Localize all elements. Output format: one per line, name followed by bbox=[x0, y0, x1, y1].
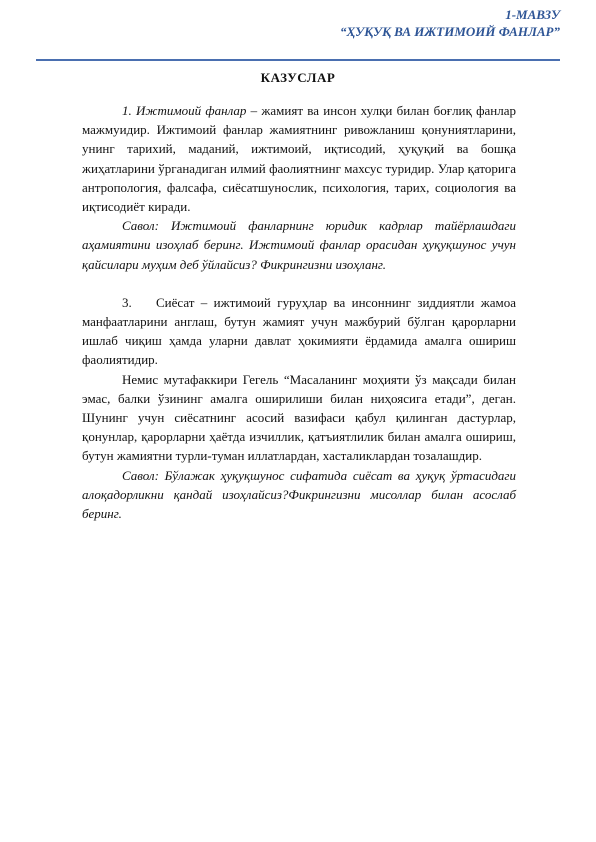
case-3-paragraph bbox=[82, 293, 516, 370]
case-1-question: Савол: Ижтимоий фанларнинг юридик кадрлар тайёрлашдаги аҳамиятини изоҳлаб беринг. Ижтимоий фанлар орасидан ҳуқуқшунос учун қайсилари муҳим деб ўйлайсиз? Фикрингизни изоҳланг. bbox=[82, 218, 516, 272]
header-divider bbox=[36, 59, 560, 61]
case-3-number: 3. bbox=[122, 294, 132, 310]
topic-number: 1-МАВЗУ bbox=[505, 7, 560, 22]
paragraph-spacer bbox=[82, 274, 516, 293]
section-title: КАЗУСЛАР bbox=[260, 70, 336, 85]
case-1-lead: 1. Ижтимоий фанлар bbox=[122, 103, 247, 118]
case-3-paragraph-2: Немис мутафаккири Гегель “Масаланинг моҳияти ўз мақсади билан эмас, балки ўзининг амалга оширилиши билан ниҳоясига етади”, деган. Шунинг учун сиёсатнинг асосий вазифаси қабул қилинган дастурлар, қонунлар, қарорларни ҳаётда изчиллик, қатъиятлилик билан амалга ошириш, бутун жамиятни турли-туман иллатлардан, хасталиклардан тозалашдир. bbox=[82, 371, 516, 464]
case-3-question: Савол: Бўлажак ҳуқуқшунос сифатида сиёсат ва ҳуқуқ ўртасидаги алоқадорликни қандай изоҳлайсиз?Фикрингизни мисоллар билан асослаб беринг. bbox=[82, 467, 516, 522]
page-header bbox=[340, 6, 560, 40]
case-1-text: – жамият ва инсон хулқи билан боғлиқ фанлар мажмуидир. Ижтимоий фанлар жамиятнинг ривожланиш қонуниятларини, унинг тарихий, маданий, ижтимоий, иқтисодий, ҳуқуқий ва бошқа жиҳатларини ўрганадиган илмий фаолиятнинг махсус туридир. Улар қаторига антропология, фалсафа, сиёсатшунослик, психология, тарих, социология ва иқтисодиёт киради. bbox=[82, 103, 516, 215]
case-3-text: Сиёсат – ижтимоий гуруҳлар ва инсоннинг зиддиятли жамоа манфаатларини англаш, бутун жамият учун мажбурий бўлган қарорларни ишлаб чиқиш ҳамда уларни давлат ҳокимияти ёрдамида амалга ошириш фаолиятидир. bbox=[82, 294, 516, 368]
subject-title: “ҲУҚУҚ ВА ИЖТИМОИЙ ФАНЛАР” bbox=[340, 24, 560, 39]
document-body bbox=[82, 101, 516, 523]
case-1-paragraph bbox=[82, 101, 516, 216]
